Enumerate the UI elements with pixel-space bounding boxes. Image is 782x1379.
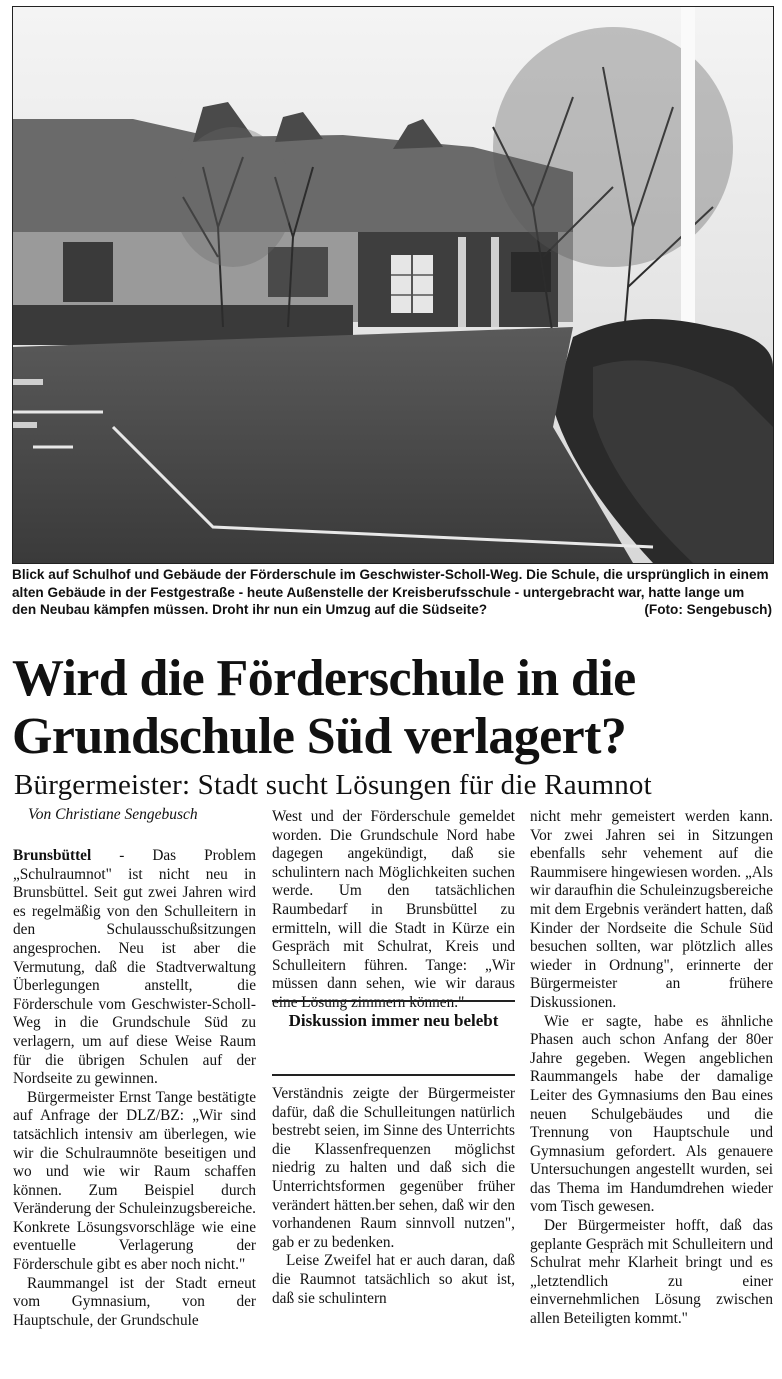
byline: Von Christiane Sengebusch: [28, 806, 198, 823]
paragraph: Bürgermeister Ernst Tange bestätigte auf Anfrage der DLZ/BZ: „Wir sind tatsächlich intensiv am überlegen, wie wir die Schulraumnöte beseitigen und wo und wie wir Raum schaffen können. Zum Beispiel durch Veränderung der Schuleinzugsbereiche. Konkrete Lösungsvorschläge wie eine eventuelle Verlagerung der Förderschule gibt es aber noch nicht.": [13, 1088, 256, 1274]
dateline-place: Brunsbüttel: [13, 847, 92, 864]
article-column-1: [13, 847, 256, 1330]
paragraph: [13, 847, 256, 1089]
paragraph: Raummangel ist der Stadt erneut vom Gymnasium, von der Hauptschule, der Grundschule: [13, 1274, 256, 1329]
article-column-2-bottom: [272, 1085, 515, 1308]
school-photo: [12, 6, 774, 564]
headline: Wird die Förderschule in die Grundschule Süd verlagert?: [12, 650, 636, 765]
article-column-2-top: [272, 808, 515, 1013]
paragraph: Leise Zweifel hat er auch daran, daß die Raumnot tatsächlich so akut ist, daß sie schulintern: [272, 1252, 515, 1307]
subheading: Diskussion immer neu belebt: [288, 1011, 499, 1030]
caption-text: Blick auf Schulhof und Gebäude der Förderschule im Geschwister-Scholl-Weg. Die Schule, die ursprünglich in einem alten Gebäude in der Festgestraße - heute Außenstelle der Kreisberufsschule - untergebracht war, hatte lange um den Neubau kämpfen müssen. Droht ihr nun ein Umzug auf die Südseite?: [12, 567, 769, 617]
paragraph: West und der Förderschule gemeldet worden. Die Grundschule Nord habe dagegen angekündigt, daß sie schulintern nach Möglichkeiten suchen werde. Um den tatsächlichen Raumbedarf in Brunsbüttel zu ermitteln, will die Stadt in Kürze ein Gespräch mit Schulrat, Kreis und Schulleitern führen. Tange: „Wir müssen dann sehen, wie wir daraus eine Lösung zimmern können.": [272, 808, 515, 1011]
paragraph: nicht mehr gemeistert werden kann. Vor zwei Jahren sei in Sitzungen ebenfalls sehr vehement auf die Raummisere hingewiesen worden. „Als wir daraufhin die Schuleinzugsbereiche mit dem Ergebnis verändert hatten, daß Kinder der Nordseite die Schule Süd besuchen sollten, war plötzlich alles wieder in Ordnung", erinnerte der Bürgermeister an frühere Diskussionen.: [530, 808, 773, 1011]
subheadline: Bürgermeister: Stadt sucht Lösungen für die Raumnot: [14, 769, 652, 801]
paragraph: Wie er sagte, habe es ähnliche Phasen auch schon Anfang der 80er Jahre gegeben. Wegen angeblichen Raummangels habe der damalige Leiter des Gymnasiums den Bau eines neuen Schulgebäudes und die Trennung von Hauptschule und Gymnasium gefordert. Als genauere Untersuchungen angestellt wurden, sei das Thema im Handumdrehen wieder vom Tisch gewesen.: [530, 1012, 773, 1216]
paragraph: Verständnis zeigte der Bürgermeister dafür, daß die Schulleitungen natürlich bestrebt seien, im Sinne des Unterrichts die Klassenfrequenzen möglichst niedrig zu halten und daß sich die Unterrichtsformen gegenüber früher verändert hätten.ber sehen, daß wir den vorhandenen Raum sinnvoll nutzen", gab er zu bedenken.: [272, 1085, 515, 1251]
photo-credit: (Foto: Sengebusch): [644, 602, 772, 617]
paragraph: Der Bürgermeister hofft, daß das geplante Gespräch mit Schulleitern und Schulrat mehr Klarheit bringt und es „letztendlich zu einer einvernehmlichen Lösung zwischen allen Beteiligten kommt.": [530, 1217, 773, 1328]
paragraph-text: - Das Problem „Schulraumnot" ist nicht neu in Brunsbüttel. Seit gut zwei Jahren wird es regelmäßig von den Schulleitern in den Schulausschußsitzungen angesprochen. Neu ist aber die Vermutung, daß die Stadtverwaltung Überlegungen anstellt, die Förderschule vom Geschwister-Scholl-Weg in die Grundschule Süd zu verlagern, um auf diese Weise Raum für die übrigen Schulen auf der Nordseite zu gewinnen.: [13, 847, 256, 1088]
article-column-3: [530, 808, 773, 1329]
photo-caption: [12, 566, 772, 619]
